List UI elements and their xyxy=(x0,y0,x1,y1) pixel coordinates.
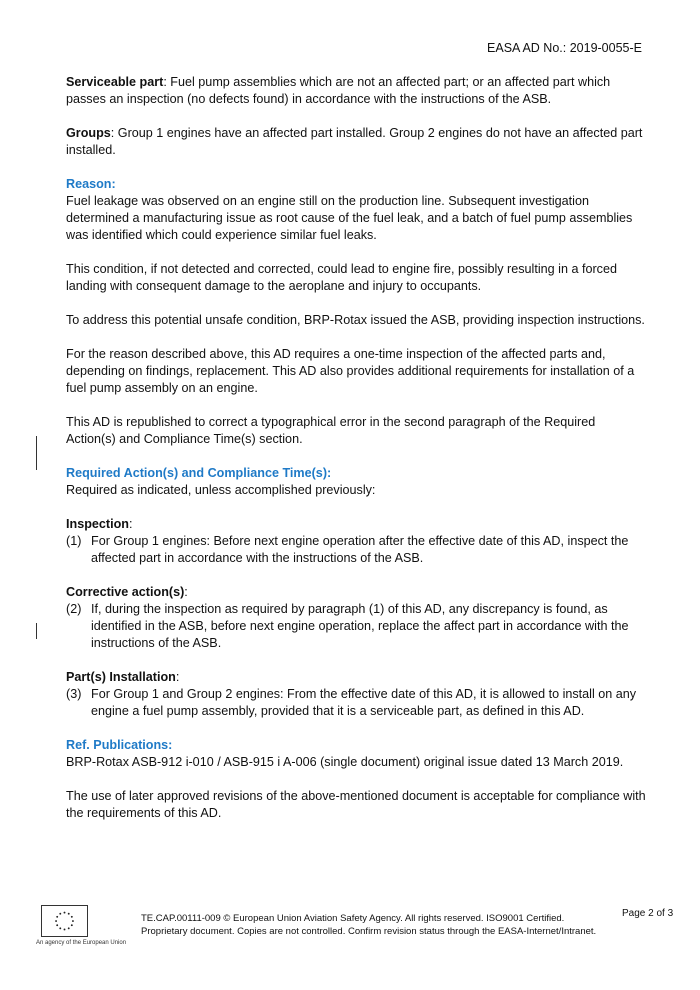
installation-label: Part(s) Installation xyxy=(66,670,176,684)
footer-line: Proprietary document. Copies are not controlled. Confirm revision status through the EASA-Internet/Intranet. xyxy=(141,926,597,937)
reason-paragraph: This condition, if not detected and corrected, could lead to engine fire, possibly resulting in a forced landing with consequent damage to the aeroplane and injury to occupants. xyxy=(66,262,617,293)
ref-publications-heading: Ref. Publications: xyxy=(66,738,173,752)
item-number: (1) xyxy=(66,534,82,548)
list-item xyxy=(66,686,646,720)
footer-line: TE.CAP.00111-009 © European Union Aviation Safety Agency. All rights reserved. ISO9001 Certified. xyxy=(141,913,565,924)
installation-subheading: Part(s) Installation: xyxy=(66,670,180,684)
corrective-label: Corrective action(s) xyxy=(66,585,185,599)
groups-text: : Group 1 engines have an affected part installed. Group 2 engines do not have an affected part installed. xyxy=(66,126,643,157)
change-bar xyxy=(36,623,37,639)
change-bar xyxy=(36,436,37,470)
ad-number: EASA AD No.: 2019-0055-E xyxy=(487,41,642,55)
ref-publications-paragraph: BRP-Rotax ASB-912 i-010 / ASB-915 i A-006 (single document) original issue dated 13 March 2019. xyxy=(66,755,624,769)
required-actions-intro: Required as indicated, unless accomplished previously: xyxy=(66,483,376,497)
list-item xyxy=(66,601,646,652)
reason-paragraph: This AD is republished to correct a typographical error in the second paragraph of the Required Action(s) and Compliance Time(s) section. xyxy=(66,415,596,446)
agency-caption: An agency of the European Union xyxy=(36,940,127,946)
reason-paragraph: To address this potential unsafe condition, BRP-Rotax issued the ASB, providing inspection instructions. xyxy=(66,313,645,327)
item-number: (3) xyxy=(66,687,82,701)
footer-text xyxy=(141,912,611,938)
item-number: (2) xyxy=(66,602,82,616)
groups-paragraph xyxy=(66,125,646,159)
inspection-subheading: Inspection: xyxy=(66,517,133,531)
document-body xyxy=(66,74,646,839)
reason-paragraph: For the reason described above, this AD requires a one-time inspection of the affected parts and, depending on findings, replacement. This AD also provides additional requirements for installation of a fuel pump assembly on an engine. xyxy=(66,347,635,395)
required-actions-heading: Required Action(s) and Compliance Time(s): xyxy=(66,466,332,480)
page-number: Page 2 of 3 xyxy=(622,908,674,919)
serviceable-part-label: Serviceable part xyxy=(66,75,164,89)
groups-label: Groups xyxy=(66,126,111,140)
eu-flag-icon xyxy=(41,905,88,937)
reason-paragraph: Fuel leakage was observed on an engine still on the production line. Subsequent investigation determined a manufacturing issue as root cause of the fuel leak, and a batch of fuel pump assemblies was identified which could experience similar fuel leaks. xyxy=(66,194,633,242)
ref-publications-paragraph: The use of later approved revisions of the above-mentioned document is acceptable for compliance with the requirements of this AD. xyxy=(66,789,646,820)
serviceable-part-paragraph xyxy=(66,74,646,108)
inspection-label: Inspection xyxy=(66,517,129,531)
item-text: For Group 1 engines: Before next engine operation after the effective date of this AD, inspect the affected part in accordance with the instructions of the ASB. xyxy=(91,534,629,565)
item-text: If, during the inspection as required by paragraph (1) of this AD, any discrepancy is found, as identified in the ASB, before next engine operation, replace the affect part in accordance with the instructions of the ASB. xyxy=(91,602,629,650)
corrective-subheading: Corrective action(s): xyxy=(66,585,188,599)
reason-heading: Reason: xyxy=(66,177,116,191)
serviceable-part-text: : Fuel pump assemblies which are not an affected part; or an affected part which passes an inspection (no defects found) in accordance with the instructions of the ASB. xyxy=(66,75,611,106)
item-text: For Group 1 and Group 2 engines: From the effective date of this AD, it is allowed to install on any engine a fuel pump assembly, provided that it is a serviceable part, as defined in this AD. xyxy=(91,687,637,718)
list-item xyxy=(66,533,646,567)
